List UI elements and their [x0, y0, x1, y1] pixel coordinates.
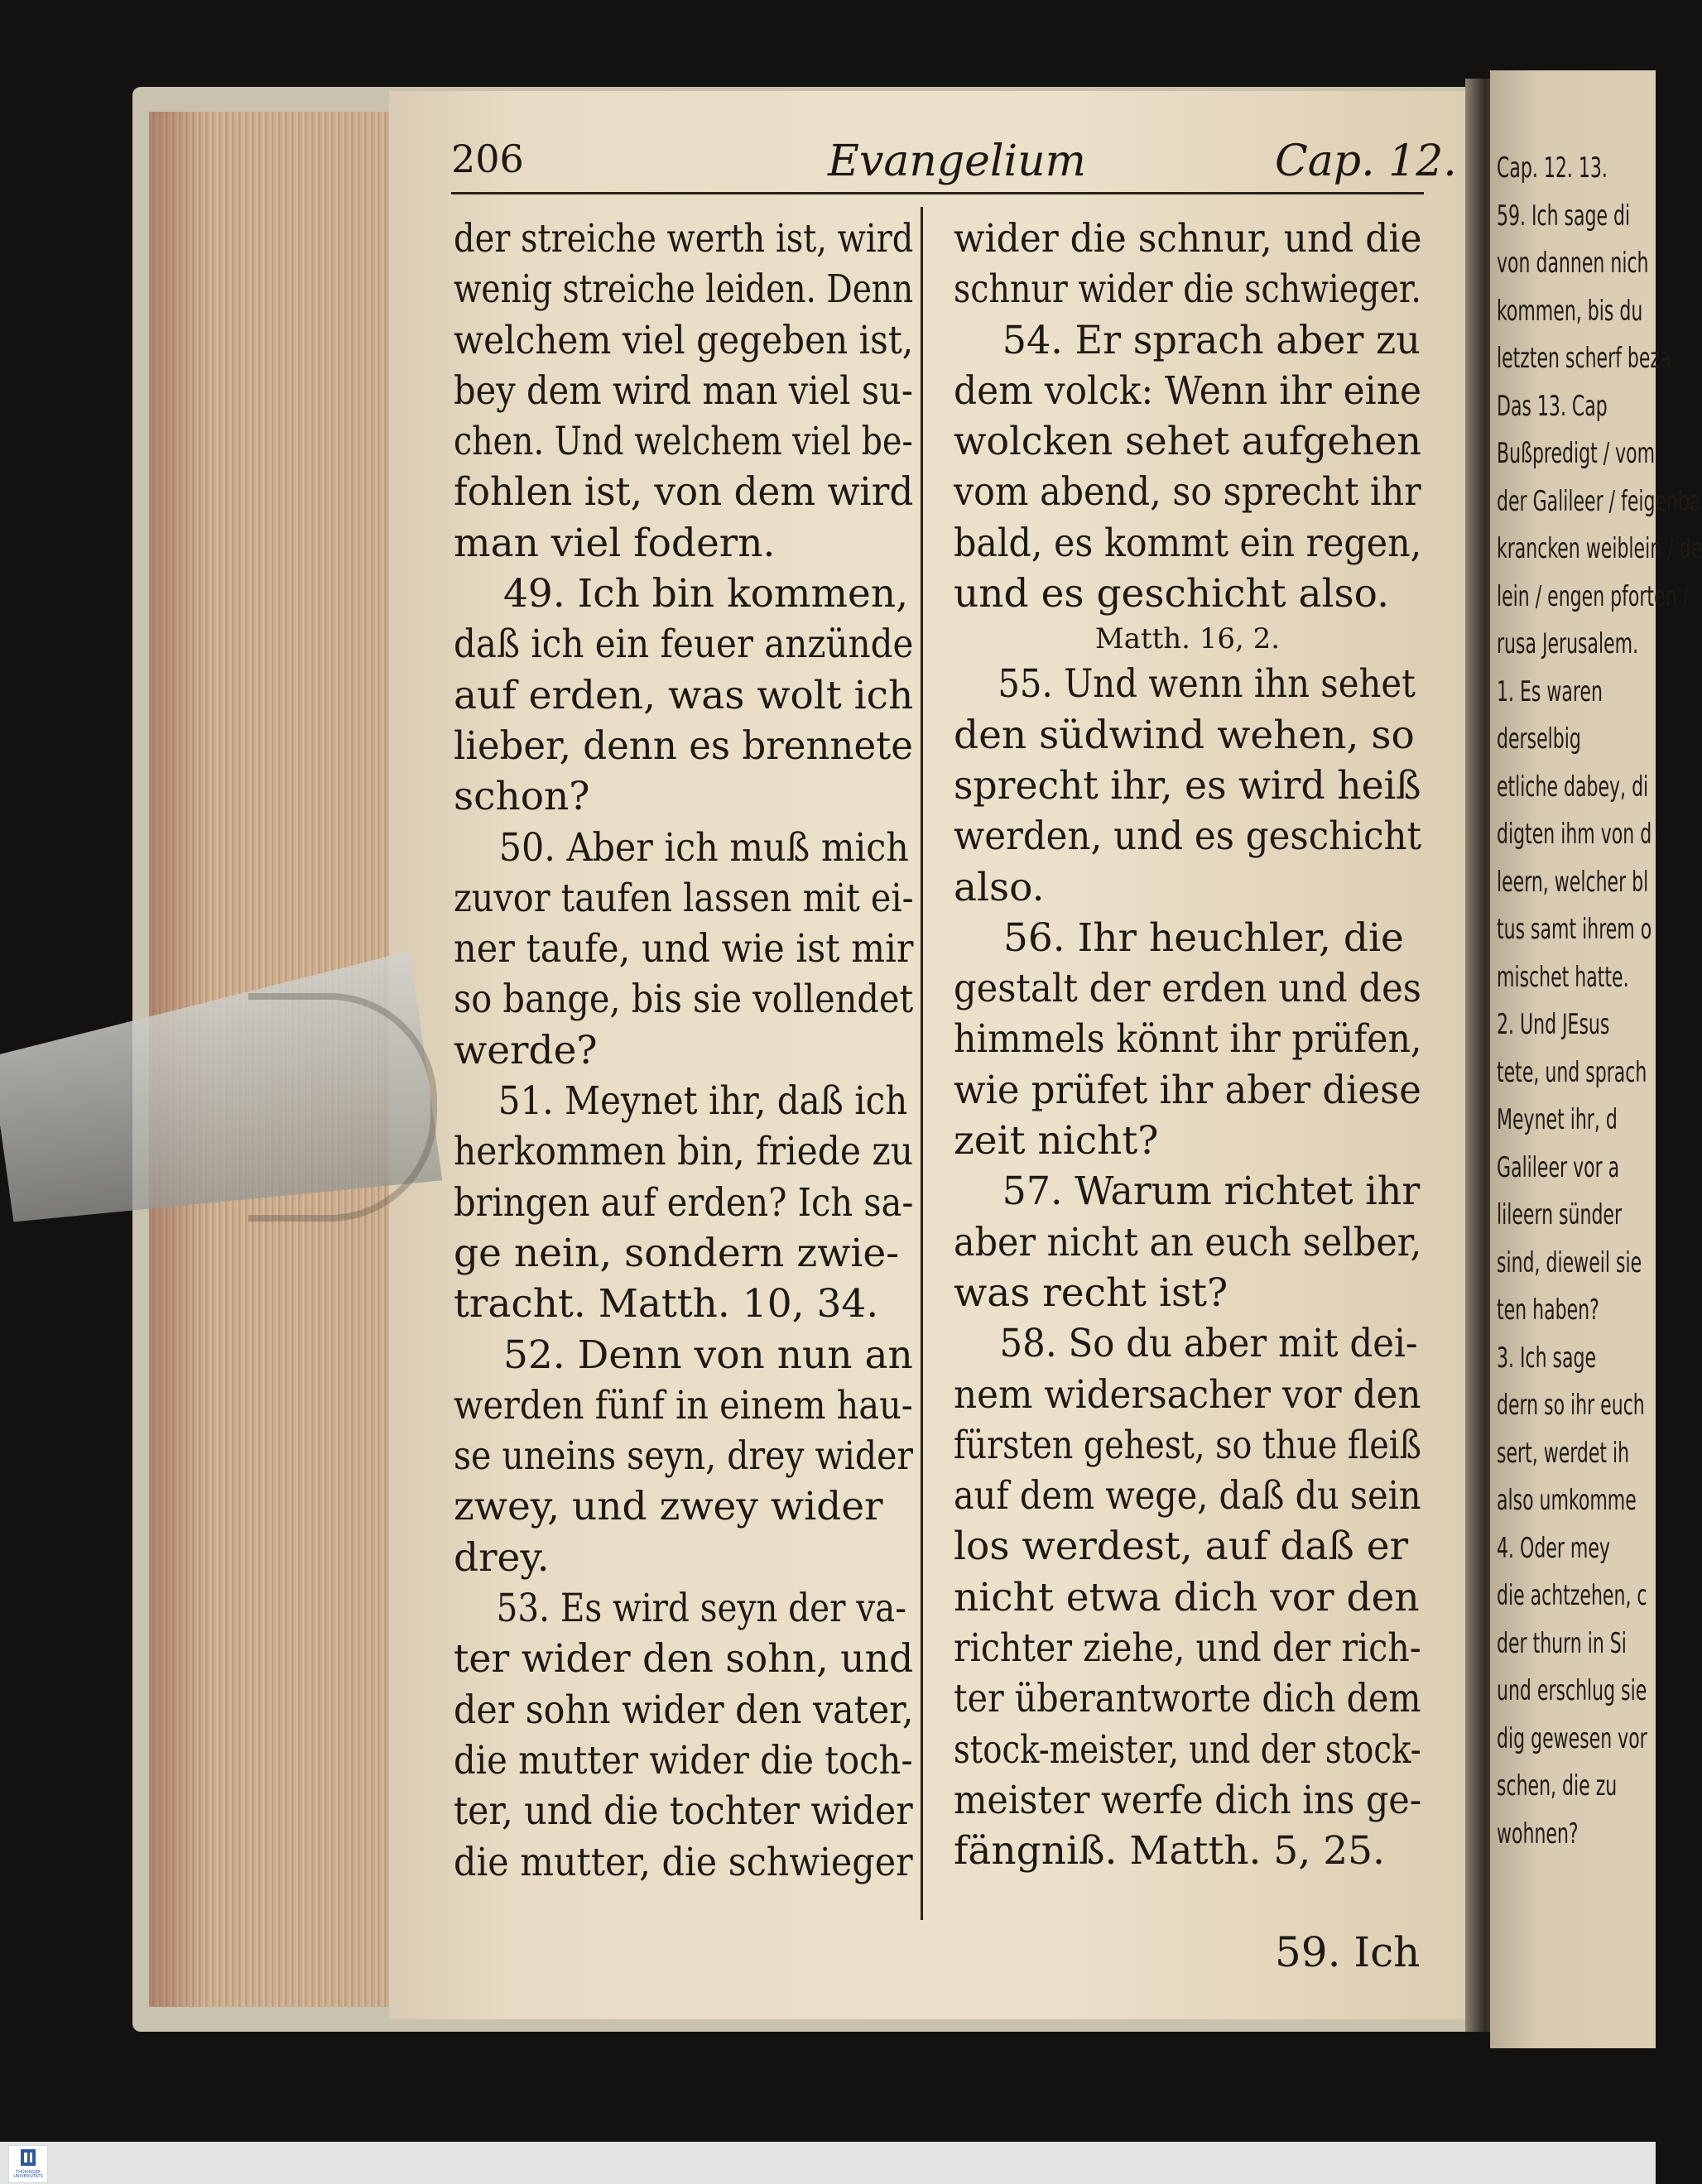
next-page-line: die achtzehen, c [1497, 1579, 1647, 1612]
text-line: 55. Und wenn ihn sehet [998, 661, 1416, 708]
text-line: ner taufe, und wie ist mir [454, 926, 914, 972]
right-text-column [954, 214, 1421, 1877]
text-line: wie prüfet ihr aber diese [954, 1067, 1421, 1113]
next-page-line: Cap. 12. 13. [1497, 151, 1608, 185]
viewer-footer-bar [0, 2142, 1656, 2184]
next-page-line: 3. Ich sage [1497, 1341, 1597, 1375]
text-line: stock-meister, und der stock- [954, 1726, 1421, 1773]
next-page-fragment [1490, 70, 1702, 2048]
next-page-line: lein / engen pforten / [1497, 579, 1689, 613]
left-text-column [454, 214, 913, 1888]
text-line: los werdest, auf daß er [954, 1524, 1409, 1570]
chapter-label: Cap. 12. [1275, 137, 1457, 186]
text-line: nem widersacher vor den [954, 1371, 1421, 1418]
catchword: 59. Ich [1275, 1928, 1421, 1976]
logo-caption: THÜRINGER UNIVERSITÄTS [13, 2170, 43, 2179]
text-line: schnur wider die schwieger. [954, 266, 1422, 313]
text-line: drey. [454, 1534, 550, 1581]
text-line: meister werfe dich ins ge- [954, 1777, 1422, 1823]
next-page-line: der thurn in Si [1497, 1626, 1627, 1660]
text-line: bringen auf erden? Ich sa- [454, 1179, 914, 1226]
next-page-line: Galileer vor a [1497, 1150, 1620, 1184]
text-line: fängniß. Matth. 5, 25. [954, 1828, 1385, 1874]
text-line: und es geschicht also. [954, 571, 1390, 617]
running-title: Evangelium [828, 137, 1086, 186]
next-page-line: 4. Oder mey [1497, 1531, 1610, 1565]
text-line: Matth. 16, 2. [1094, 622, 1281, 656]
text-line: lieber, denn es brennete [454, 722, 913, 769]
text-line: man viel fodern. [454, 520, 776, 566]
next-page-line: letzten scherf beza [1497, 342, 1671, 375]
next-page-line: dern so ihr euch [1497, 1389, 1645, 1422]
text-line: auf erden, was wolt ich [454, 672, 914, 718]
text-line: wenig streiche leiden. Denn [454, 266, 914, 313]
text-line: aber nicht an euch selber, [954, 1219, 1422, 1265]
text-line: himmels könnt ihr prüfen, [954, 1016, 1422, 1063]
next-page-line: lileern sünder [1497, 1198, 1623, 1231]
text-line: zuvor taufen lassen mit ei- [454, 875, 914, 921]
next-page-line: digten ihm von d [1497, 818, 1652, 851]
text-line: 53. Es wird seyn der va- [496, 1586, 906, 1632]
next-page-line: Das 13. Cap [1497, 389, 1608, 423]
text-line: also. [954, 864, 1045, 910]
next-page-line: Meynet ihr, d [1497, 1103, 1618, 1136]
text-line: 52. Denn von nun an [503, 1332, 913, 1378]
next-page-line: wohnen? [1497, 1817, 1579, 1850]
text-line: was recht ist? [954, 1270, 1228, 1316]
next-page-line: 59. Ich sage di [1497, 199, 1631, 233]
text-line: daß ich ein feuer anzünde [454, 622, 914, 668]
next-page-line: mischet hatte. [1497, 960, 1629, 994]
next-page-line: tus samt ihrem o [1497, 913, 1652, 946]
text-line: 49. Ich bin kommen, [503, 571, 909, 617]
text-line: schon? [454, 774, 590, 820]
text-line: gestalt der erden und des [954, 966, 1421, 1012]
text-line: ge nein, sondern zwie- [454, 1230, 900, 1276]
next-page-line: derselbig [1497, 722, 1581, 756]
next-page-line: ten haben? [1497, 1294, 1599, 1327]
text-line: nicht etwa dich vor den [954, 1574, 1420, 1620]
text-line: fohlen ist, von dem wird [454, 469, 914, 516]
text-line: den südwind wehen, so [954, 712, 1415, 758]
text-line: bey dem wird man viel su- [454, 367, 913, 414]
text-line: wider die schnur, und die [954, 216, 1422, 262]
text-line: chen. Und welchem viel be- [454, 419, 913, 465]
next-page-line: krancken weiblein / de [1497, 532, 1702, 565]
text-line: 57. Warum richtet ihr [1002, 1169, 1421, 1215]
text-line: sprecht ihr, es wird heiß [954, 762, 1421, 809]
text-line: zeit nicht? [954, 1118, 1159, 1164]
next-page-line: tete, und sprach [1497, 1055, 1647, 1089]
next-page-line: dig gewesen vor [1497, 1721, 1647, 1755]
text-line: die mutter wider die toch- [454, 1737, 913, 1783]
library-logo [8, 2145, 48, 2183]
next-page-line: schen, die zu [1497, 1769, 1618, 1802]
column-divider [921, 207, 923, 1920]
text-line: so bange, bis sie vollendet [454, 977, 914, 1023]
next-page-line: 2. Und JEsus [1497, 1008, 1610, 1041]
text-line: auf dem wege, daß du sein [954, 1473, 1421, 1519]
next-page-line: 1. Es waren [1497, 674, 1603, 708]
text-line: se uneins seyn, drey wider [454, 1433, 913, 1480]
text-line: fürsten gehest, so thue fleiß [954, 1422, 1421, 1468]
next-page-line: Bußpredigt / vom [1497, 437, 1656, 470]
next-page-line: rusa Jerusalem. [1497, 627, 1639, 660]
text-line: werden fünf in einem hau- [454, 1382, 913, 1428]
text-line: ter überantworte dich dem [954, 1676, 1421, 1722]
text-line: tracht. Matth. 10, 34. [454, 1281, 879, 1327]
page-number: 206 [451, 137, 524, 181]
header-rule [451, 192, 1424, 194]
text-line: herkommen bin, friede zu [454, 1129, 914, 1175]
next-page-line: also umkomme [1497, 1484, 1637, 1517]
next-page-line: der Galileer / feigenba [1497, 484, 1701, 518]
text-line: 50. Aber ich muß mich [498, 824, 909, 871]
text-line: werden, und es geschicht [954, 814, 1421, 860]
text-line: ter wider den sohn, und [454, 1636, 914, 1682]
text-line: welchem viel gegeben ist, [454, 317, 914, 363]
text-line: bald, es kommt ein regen, [954, 520, 1422, 566]
text-line: vom abend, so sprecht ihr [954, 469, 1421, 516]
next-page-line: sert, werdet ih [1497, 1436, 1630, 1470]
text-line: 56. Ihr heuchler, die [1003, 914, 1404, 961]
text-line: 51. Meynet ihr, daß ich [498, 1078, 908, 1125]
library-logo-icon [9, 2146, 47, 2171]
text-line: der streiche werth ist, wird [454, 216, 914, 262]
text-line: 54. Er sprach aber zu [1002, 317, 1421, 363]
next-page-line: leern, welcher bl [1497, 865, 1649, 899]
next-page-line: von dannen nich [1497, 247, 1649, 280]
text-line: ter, und die tochter wider [454, 1788, 913, 1835]
text-line: 58. So du aber mit dei- [999, 1321, 1418, 1367]
next-page-text [1497, 145, 1702, 1858]
next-page-line: sind, dieweil sie [1497, 1246, 1642, 1279]
next-page-line: und erschlug sie [1497, 1674, 1647, 1707]
text-line: die mutter, die schwieger [454, 1839, 913, 1885]
text-line: der sohn wider den vater, [454, 1687, 914, 1733]
next-page-line: kommen, bis du [1497, 294, 1643, 328]
text-line: wolcken sehet aufgehen [954, 419, 1422, 465]
text-line: dem volck: Wenn ihr eine [954, 367, 1422, 414]
text-line: zwey, und zwey wider [454, 1484, 883, 1530]
next-page-line: etliche dabey, di [1497, 770, 1649, 804]
text-line: richter ziehe, und der rich- [954, 1625, 1421, 1672]
text-line: werde? [454, 1027, 598, 1073]
